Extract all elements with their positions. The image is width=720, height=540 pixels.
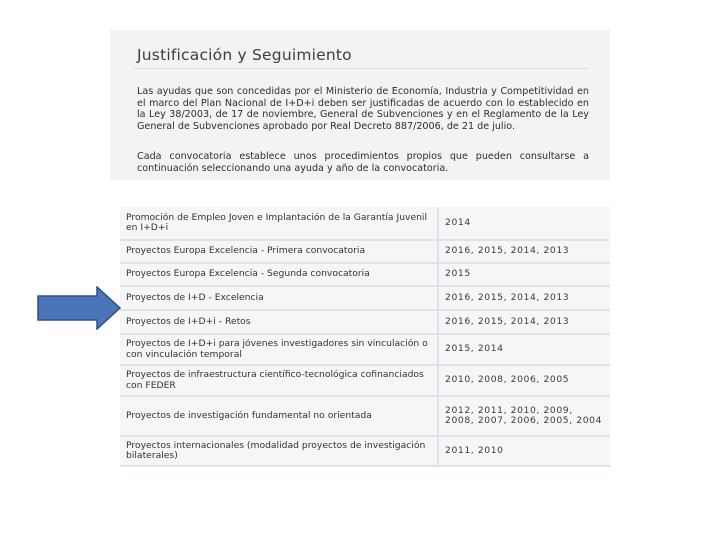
row-name-link[interactable]: Proyectos de infraestructura científico-tecnológica cofinanciados con FEDER (120, 365, 438, 396)
table-row[interactable] (120, 263, 610, 286)
row-years[interactable]: 2012, 2011, 2010, 2009, 2008, 2007, 2006, 2005, 2004 (438, 396, 610, 436)
convocatorias-table (120, 207, 610, 467)
instructions-paragraph: Cada convocatoria establece unos procedimientos propios que pueden consultarse a continuación seleccionando una ayuda y año de la convocatoria. (137, 151, 589, 174)
table-row[interactable] (120, 240, 610, 263)
row-name-link[interactable]: Proyectos Europa Excelencia - Segunda convocatoria (120, 263, 438, 286)
table-row[interactable] (120, 396, 610, 436)
row-name-link[interactable]: Proyectos de I+D+i para jóvenes investigadores sin vinculación o con vinculación temporal (120, 334, 438, 365)
table-row[interactable] (120, 310, 610, 334)
table-row[interactable] (120, 334, 610, 365)
table-row[interactable] (120, 365, 610, 396)
row-name-link[interactable]: Proyectos Europa Excelencia - Primera convocatoria (120, 240, 438, 263)
table-row[interactable] (120, 436, 610, 466)
row-name-link[interactable]: Proyectos de I+D - Excelencia (120, 286, 438, 310)
row-years[interactable]: 2016, 2015, 2014, 2013 (438, 286, 610, 310)
page-title: Justificación y Seguimiento (137, 46, 352, 64)
row-years[interactable]: 2016, 2015, 2014, 2013 (438, 310, 610, 334)
row-years[interactable]: 2011, 2010 (438, 436, 610, 466)
row-years[interactable]: 2014 (438, 207, 610, 240)
right-arrow-icon (37, 286, 121, 330)
intro-paragraph: Las ayudas que son concedidas por el Ministerio de Economía, Industria y Competitividad en el marco del Plan Nacional de I+D+i deben ser justificadas de acuerdo con lo establecido en la Ley 38/2003, de 17 de noviembre, General de Subvenciones y en el Reglamento de la Ley General de Subvenciones aprobado por Real Decreto 887/2006, de 21 de julio. (137, 86, 589, 132)
row-name-link[interactable]: Proyectos de I+D+i - Retos (120, 310, 438, 334)
row-name-link[interactable]: Proyectos internacionales (modalidad proyectos de investigación bilaterales) (120, 436, 438, 466)
row-years[interactable]: 2015 (438, 263, 610, 286)
row-years[interactable]: 2016, 2015, 2014, 2013 (438, 240, 610, 263)
table-row[interactable] (120, 286, 610, 310)
table-row[interactable] (120, 207, 610, 240)
row-years[interactable]: 2010, 2008, 2006, 2005 (438, 365, 610, 396)
row-name-link[interactable]: Proyectos de investigación fundamental no orientada (120, 396, 438, 436)
title-divider (134, 68, 588, 69)
row-name-link[interactable]: Promoción de Empleo Joven e Implantación de la Garantía Juvenil en I+D+i (120, 207, 438, 240)
row-years[interactable]: 2015, 2014 (438, 334, 610, 365)
